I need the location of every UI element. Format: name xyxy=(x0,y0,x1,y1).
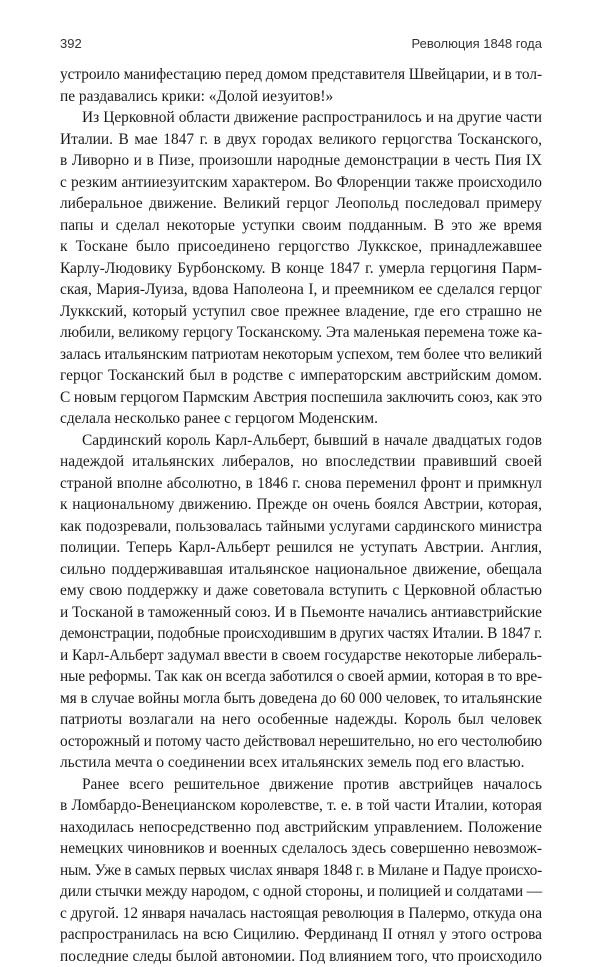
text-line: с другой. 12 января началась настоящая революция в Палермо, откуда она xyxy=(60,903,542,925)
text-line: страной вполне абсолютно, в 1846 г. снова переменил фронт и примкнул xyxy=(60,473,542,495)
text-line: залась итальянским патриотам некоторым успехом, тем более что великий xyxy=(60,344,542,366)
text-line: Ранее всего решительное движение против австрийцев началось xyxy=(60,774,542,796)
running-head xyxy=(60,36,542,56)
page-number: 392 xyxy=(60,36,82,51)
text-line: патриоты возлагали на него особенные надежды. Король был человек xyxy=(60,709,542,731)
text-line: полиции. Теперь Карл-Альберт решился не уступать Австрии. Англия, xyxy=(60,537,542,559)
text-line: либеральное движение. Великий герцог Леопольд последовал примеру xyxy=(60,193,542,215)
text-line: последние следы былой автономии. Под влиянием того, что происходило xyxy=(60,946,542,967)
text-line: находилась непосредственно под австрийским управлением. Положение xyxy=(60,817,542,839)
text-line: немецких чиновников и военных сделалось здесь совершенно невозмож- xyxy=(60,838,542,860)
book-page xyxy=(60,36,542,967)
text-line: любили, великому герцогу Тосканскому. Эта маленькая перемена тоже ка- xyxy=(60,322,542,344)
text-line: папы и сделал некоторые уступки своим подданным. В это же время xyxy=(60,215,542,237)
paragraph xyxy=(60,64,542,107)
text-line: ные реформы. Так как он всегда заботился о своей армии, которая в то вре- xyxy=(60,666,542,688)
text-line: осторожный и потому часто действовал нерешительно, но его честолюбию xyxy=(60,731,542,753)
text-line: Италии. В мае 1847 г. в двух городах великого герцогства Тосканского, xyxy=(60,129,542,151)
text-line: с резким антииезуитским характером. Во Флоренции также происходило xyxy=(60,172,542,194)
text-line: льстила мечта о соединении всех итальянских земель под его властью. xyxy=(60,752,542,774)
text-line: и Тосканой в таможенный союз. И в Пьемонте начались антиавстрийские xyxy=(60,602,542,624)
text-line: герцог Тосканский был в родстве с императорским австрийским домом. xyxy=(60,365,542,387)
text-line: мя в случае войны могла быть доведена до 60 000 человек, то итальянские xyxy=(60,688,542,710)
body-text xyxy=(60,64,542,967)
text-line: Луккский, который уступил свое прежнее владение, где его страшно не xyxy=(60,301,542,323)
text-line: Карлу-Людовику Бурбонскому. В конце 1847 г. умерла герцогиня Парм- xyxy=(60,258,542,280)
text-line: дили стычки между народом, с одной стороны, и полицией и солдатами — xyxy=(60,881,542,903)
text-line: С новым герцогом Пармским Австрия поспешила заключить союз, как это xyxy=(60,387,542,409)
text-line: надеждой итальянских либералов, но впоследствии правивший своей xyxy=(60,451,542,473)
text-line: пе раздавались крики: «Долой иезуитов!» xyxy=(60,86,542,108)
text-line: распространилась на всю Сицилию. Фердинанд II отнял у этого острова xyxy=(60,924,542,946)
text-line: к национальному движению. Прежде он очень боялся Австрии, которая, xyxy=(60,494,542,516)
text-line: устроило манифестацию перед домом представителя Швейцарии, и в тол- xyxy=(60,64,542,86)
text-line: ская, Мария-Луиза, вдова Наполеона I, и преемником ее сделался герцог xyxy=(60,279,542,301)
text-line: Из Церковной области движение распространилось и на другие части xyxy=(60,107,542,129)
paragraph xyxy=(60,107,542,430)
text-line: сильно поддерживавшая итальянское национальное движение, обещала xyxy=(60,559,542,581)
text-line: ным. Уже в самых первых числах января 1848 г. в Милане и Падуе происхо- xyxy=(60,860,542,882)
paragraph xyxy=(60,430,542,774)
text-line: демонстрации, подобные происходившим в других частях Италии. В 1847 г. xyxy=(60,623,542,645)
paragraph xyxy=(60,774,542,967)
running-title: Революция 1848 года xyxy=(412,36,542,51)
text-line: как подозревали, пользовалась тайными услугами сардинского министра xyxy=(60,516,542,538)
text-line: к Тоскане было присоединено герцогство Луккское, принадлежавшее xyxy=(60,236,542,258)
text-line: в Ломбардо-Венецианском королевстве, т. е. в той части Италии, которая xyxy=(60,795,542,817)
text-line: и Карл-Альберт задумал ввести в своем государстве некоторые либераль- xyxy=(60,645,542,667)
text-line: ему свою поддержку и даже советовала вступить с Церковной областью xyxy=(60,580,542,602)
text-line: сделала несколько ранее с герцогом Моденским. xyxy=(60,408,542,430)
text-line: Сардинский король Карл-Альберт, бывший в начале двадцатых годов xyxy=(60,430,542,452)
text-line: в Ливорно и в Пизе, произошли народные демонстрации в честь Пия IX xyxy=(60,150,542,172)
